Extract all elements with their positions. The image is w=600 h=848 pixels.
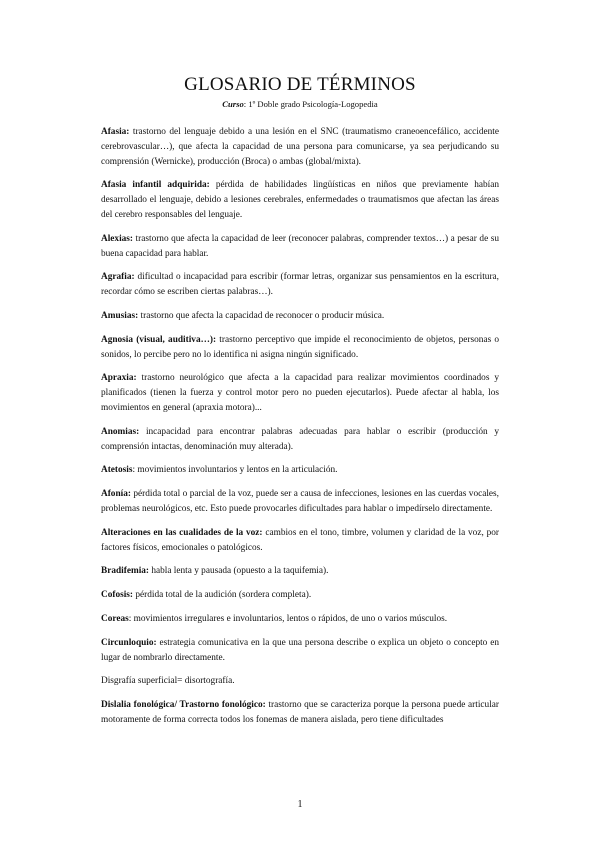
glossary-definition: : movimientos involuntarios y lentos en la articulación. xyxy=(132,465,338,476)
glossary-entry-alexias xyxy=(101,232,499,262)
glossary-entry-disgrafia xyxy=(101,674,499,689)
glossary-term: Coreas xyxy=(101,613,129,624)
glossary-entry-apraxia xyxy=(101,371,499,415)
glossary-definition: trastorno que afecta la capacidad de reconocer o producir música. xyxy=(138,310,385,321)
glossary-term: Circunloquio: xyxy=(101,637,157,648)
glossary-entry-afasia-infantil xyxy=(101,178,499,222)
glossary-entry-alteraciones-voz xyxy=(101,526,499,556)
glossary-entry-anomias xyxy=(101,425,499,455)
glossary-definition: pérdida de habilidades lingüísticas en niños que previamente habían desarrollado el lenguaje, debido a lesiones cerebrales, enfermedades o traumatismos que afectan las áreas del cerebro responsables del lenguaje. xyxy=(101,180,499,220)
glossary-definition: Disgrafía superficial= disortografía. xyxy=(101,676,235,687)
glossary-entry-agnosia xyxy=(101,333,499,363)
glossary-term: Cofosis: xyxy=(101,590,134,601)
glossary-definition: trastorno perceptivo que impide el reconocimiento de objetos, personas o sonidos, lo percibe pero no lo identifica ni asigna ningún significado. xyxy=(101,334,500,360)
glossary-entry-afonia xyxy=(101,487,499,517)
course-value: : 1º Doble grado Psicología-Logopedia xyxy=(243,99,378,109)
glossary-definition: trastorno del lenguaje debido a una lesión en el SNC (traumatismo craneoencefálico, accidente cerebrovascular…), que afecta la capacidad de una persona para comunicarse, ya sea perjudicando su comprensión (Wernicke), producción (Broca) o ambas (global/mixta). xyxy=(101,127,499,167)
page-number: 1 xyxy=(297,799,303,810)
glossary-term: Afasia infantil adquirida: xyxy=(101,180,210,191)
glossary-entry-amusias xyxy=(101,309,499,324)
glossary-entry-afasia xyxy=(101,125,499,169)
glossary-term: Dislalia fonológica/ Trastorno fonológico: xyxy=(101,700,266,711)
glossary-entry-agrafia xyxy=(101,270,499,300)
glossary-entry-atetosis xyxy=(101,463,499,478)
glossary-definition: pérdida total o parcial de la voz, puede ser a causa de infecciones, lesiones en las cuerdas vocales, problemas neurológicos, etc. Esto puede provocarles dificultades para hablar o impedírselo directamente. xyxy=(101,489,499,514)
glossary-definition: pérdida total de la audición (sordera completa). xyxy=(133,590,312,601)
glossary-term: Agnosia (visual, auditiva…): xyxy=(101,334,217,345)
glossary-definition: trastorno que afecta la capacidad de leer (reconocer palabras, comprender textos…) a pesar de su buena capacidad para hablar. xyxy=(101,233,499,259)
glossary-term: Afasia: xyxy=(101,127,130,137)
course-label: Curso xyxy=(222,99,244,109)
glossary-entry-circunloquio xyxy=(101,636,499,666)
glossary-definition: trastorno neurológico que afecta a la capacidad para realizar movimientos coordinados y planificados (tienen la fuerza y control motor pero no pueden ejecutarlos). Puede afectar al habla, los movimientos en general (apraxia motora)... xyxy=(101,373,499,413)
glossary-definition: incapacidad para encontrar palabras adecuadas para hablar o escribir (producción y comprensión intactas, denominación muy alterada). xyxy=(101,426,499,452)
glossary-entry-dislalia xyxy=(101,698,499,728)
document-title: GLOSARIO DE TÉRMINOS xyxy=(184,74,416,95)
glossary-definition: estrategia comunicativa en la que una persona describe o explica un objeto o concepto en lugar de nombrarlo directamente. xyxy=(101,637,499,663)
glossary-term: Bradifemia: xyxy=(101,566,150,577)
glossary-definition: : movimientos irregulares e involuntarios, lentos o rápidos, de uno o varios músculos. xyxy=(128,613,448,624)
glossary-list xyxy=(101,125,499,737)
glossary-term: Amusias: xyxy=(101,310,139,321)
glossary-term: Alteraciones en las cualidades de la voz: xyxy=(101,527,263,538)
glossary-definition: habla lenta y pausada (opuesto a la taquifemia). xyxy=(149,566,329,577)
glossary-term: Apraxia: xyxy=(101,373,137,384)
glossary-definition: cambios en el tono, timbre, volumen y claridad de la voz, por factores físicos, emocionales o patológicos. xyxy=(101,527,499,553)
glossary-term: Alexias: xyxy=(101,233,134,244)
course-line xyxy=(0,98,600,110)
glossary-entry-coreas xyxy=(101,612,499,627)
glossary-term: Atetosis xyxy=(101,465,133,476)
glossary-entry-bradifemia xyxy=(101,564,499,579)
glossary-term: Agrafia: xyxy=(101,272,135,283)
glossary-term: Anomias: xyxy=(101,426,140,437)
glossary-entry-cofosis xyxy=(101,588,499,603)
glossary-term: Afonía: xyxy=(101,489,131,500)
glossary-definition: trastorno que se caracteriza porque la persona puede articular motoramente de forma correcta todos los fonemas de manera aislada, pero tiene dificultades xyxy=(101,700,499,725)
glossary-definition: dificultad o incapacidad para escribir (formar letras, organizar sus pensamientos en la escritura, recordar cómo se escriben ciertas palabras…). xyxy=(101,272,499,298)
